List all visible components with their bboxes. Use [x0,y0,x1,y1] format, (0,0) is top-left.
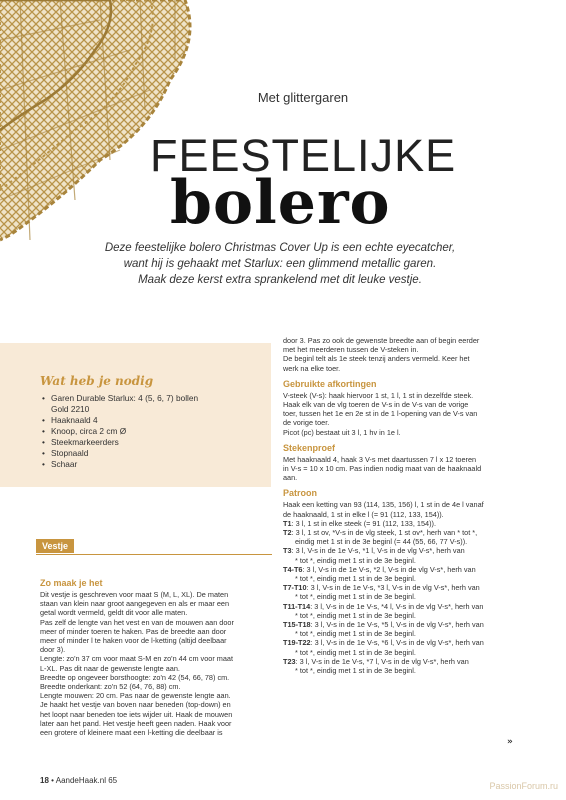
row-text: : 3 l, V-s in de 1e V-s, *3 l, V-s in de vlg V-s*, herh van [306,583,480,593]
row-first-line [283,657,523,666]
text-line: staan van klein naar groot aangegeven en als er maar een [40,599,230,609]
page-title-line1: FEESTELIJKE [150,130,457,181]
text-line: Pas zelf de lengte van het vest en van de mouwen aan door [40,617,234,627]
materials-list [42,393,262,470]
text-line: meer of minder l te haken voor de l-ketting (altijd deelbaar [40,636,227,646]
instructions-left-column [40,578,272,737]
text-line: Haak elk van de vlg toeren de V-s in de V-s van de vorige [283,400,469,410]
text-line: werk na elke toer. [283,363,341,373]
pattern-row [283,602,523,620]
row-first-line [283,638,523,647]
row-text: : 3 l, V-s in de 1e V-s, *2 l, V-s in de vlg V-s*, herh van [302,564,476,574]
row-label: T15-T18 [283,620,311,630]
pattern-row [283,583,523,601]
intro-line: Deze feestelijke bolero Christmas Cover Up is een echte eyecatcher, [104,242,456,254]
text-line: Picot (pc) bestaat uit 3 l, 1 hv in 1e l. [283,427,401,437]
text-line: door 3). [40,645,66,655]
instructions-right-column [283,336,523,675]
text-line: door 3. Pas zo ook de gewenste breedte aan of begin eerder [283,336,480,345]
section-heading: Stekenproef [283,442,336,453]
row-first-line [283,620,523,629]
text-line: Dit vestje is geschreven voor maat S (M, L, XL). De maten [40,590,229,599]
row-continuation: * tot *, eindig met 1 st in de 3e beginl. [295,574,416,584]
watermark: PassionForum.ru [489,781,558,791]
text-line: getal wordt vermeld, geldt dit voor alle maten. [40,608,188,618]
intro-line: Maak deze kerst extra sprankelend met dit leuke vestje. [138,274,422,286]
row-continuation: * tot *, eindig met 1 st in de 3e beginl. [295,555,416,565]
text-line: Lengte mouwen: 20 cm. Pas naar de gewenste lengte aan. [40,691,231,701]
text-line: L-XL. Pas dit naar de gewenste lengte aan. [40,663,180,673]
row-text: : 3 l, V-s in de 1e V-s, *5 l, V-s in de vlg V-s*, herh van [310,620,484,630]
text-line: de vorige toer. [283,418,330,428]
row-label: T19-T22 [283,638,311,648]
row-first-line [283,583,523,592]
text-line: met het meerderen tussen de V-steken in. [283,345,419,355]
row-text: : 3 l, V-s in de 1e V-s, *7 l, V-s in de vlg V-s*, herh van [295,656,469,666]
row-text: : 3 l, 1 st in elke steek (= 91 (112, 133, 154)). [291,518,436,528]
text-line: V-steek (V-s): haak hiervoor 1 st, 1 l, 1 st in dezelfde steek. [283,390,474,400]
body-text [283,391,523,437]
row-text: : 3 l, V-s in de 1e V-s, *6 l, V-s in de vlg V-s*, herh van [310,638,484,648]
list-item: Gold 2210 [51,404,90,414]
pattern-rows [283,519,523,675]
text-line: meer of minder toeren te haken. Pas de breedte aan door [40,626,227,636]
section-heading: Zo maak je het [40,578,103,588]
body-text [283,500,523,518]
row-label: T3 [283,546,292,556]
row-first-line [283,602,523,611]
row-continuation: * tot *, eindig met 1 st in de 3e beginl. [295,666,416,676]
row-label: T2 [283,528,292,538]
list-item: • Stopnaald [42,448,262,459]
text-line: Haak een ketting van 93 (114, 135, 156) l, 1 st in de 4e l vanaf [283,500,484,510]
materials-title: Wat heb je nodig [40,374,154,388]
intro-line: want hij is gehaakt met Starlux: een glimmend metallic garen. [123,258,437,270]
list-item: • Schaar [42,459,262,470]
page-title-line2: bolero [170,168,391,238]
row-label: T4-T6 [283,564,303,574]
section-heading: Gebruikte afkortingen [283,378,377,389]
section-heading: Patroon [283,488,318,499]
row-continuation: * tot *, eindig met 1 st in de 3e beginl. [295,647,416,657]
row-continuation: * tot *, eindig met 1 st in de 3e beginl. [295,610,416,620]
row-label: T11-T14 [283,601,311,611]
pattern-row [283,519,523,528]
list-item: • Steekmarkeerders [42,437,262,448]
row-continuation: * tot *, eindig met 1 st in de 3e beginl. [295,592,416,602]
pattern-row [283,565,523,583]
row-text: : 3 l, 1 st ov, *V-s in de vlg steek, 1 st ov*, herh van * tot *, [291,528,478,538]
pattern-row [283,638,523,656]
row-first-line [283,546,523,555]
list-item: • Knoop, circa 2 cm Ø [42,426,262,437]
footer-separator: • [51,776,54,785]
text-line: een grotere of kleinere maat een l-ketting die deelbaar is [40,728,223,738]
body-text [283,455,523,483]
row-text: : 3 l, V-s in de 1e V-s, *4 l, V-s in de vlg V-s*, herh van [310,601,484,611]
text-line: later aan het pand. Het vestje heeft geen naden. Haak voor [40,718,232,728]
section-label-vestje: Vestje [36,539,74,553]
row-label: T7-T10 [283,583,307,593]
continue-arrow-icon: » [507,737,513,747]
text-line: Breedte op ongeveer borsthoogte: zo'n 42 (54, 66, 78) cm. [40,672,230,682]
row-first-line [283,565,523,574]
text-line: in V-s = 10 x 10 cm. Pas indien nodig maat van de haaknaald [283,464,482,474]
text-line: Je haakt het vestje van boven naar beneden (top-down) en [40,700,231,710]
row-text: : 3 l, V-s in de 1e V-s, *1 l, V-s in de vlg V-s*, herh van [291,546,465,556]
pattern-row [283,546,523,564]
text-line: De beginl telt als 1e steek tenzij anders vermeld. Keer het [283,354,470,364]
text-line: Met haaknaald 4, haak 3 V-s met daartussen 7 l x 12 toeren [283,454,477,464]
row-label: T1 [283,518,292,528]
page-footer [40,776,117,785]
page-number: 18 [40,776,49,785]
text-line: het loopt naar beneden toe iets wijder uit. Haak de mouwen [40,709,233,719]
list-item: • Garen Durable Starlux: 4 (5, 6, 7) bollen [42,393,262,404]
pattern-row [283,657,523,675]
text-line: Breedte onderkant: zo'n 52 (64, 76, 88) cm. [40,682,181,692]
row-continuation: * tot *, eindig met 1 st in de 3e beginl. [295,629,416,639]
section-divider [36,554,272,555]
row-first-line [283,519,523,528]
magazine-name: AandeHaak.nl 65 [55,776,118,785]
text-line: aan. [283,473,298,483]
pattern-row [283,528,523,546]
pattern-row [283,620,523,638]
body-text [283,336,523,373]
text-line: Lengte: zo'n 37 cm voor maat S-M en zo'n 44 cm voor maat [40,654,234,664]
text-line: toer, tussen het 1e en 2e st in de 1 l-opening van de V-s van [283,409,478,419]
page-subtitle: Met glittergaren [257,90,349,105]
intro-text [90,240,470,288]
list-item: • Haaknaald 4 [42,415,262,426]
row-label: T23 [283,656,296,666]
text-line: de haaknaald, 1 st in elke l (= 91 (112, 133, 154)). [283,509,444,519]
body-text [40,590,272,737]
row-first-line [283,528,523,537]
row-continuation: eindig met 1 st in de 3e beginl (= 44 (55, 66, 77 V-s)). [295,537,468,547]
